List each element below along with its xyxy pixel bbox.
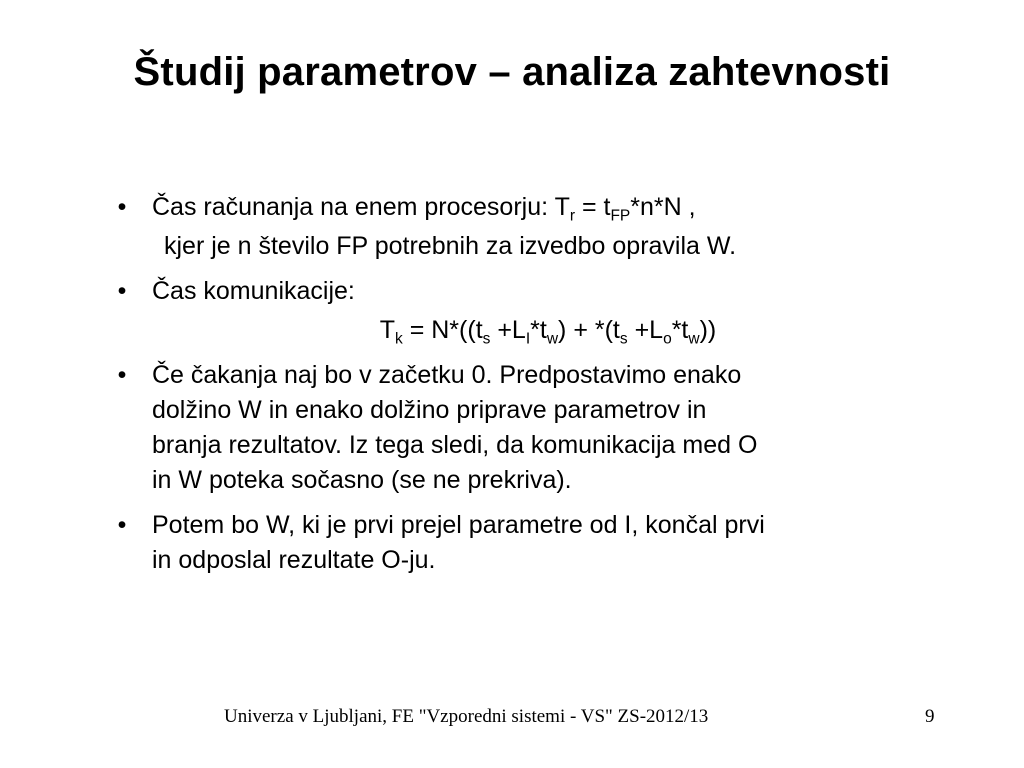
formula-subscript: s xyxy=(482,330,491,348)
formula-part: ) + *(t xyxy=(558,316,620,344)
bullet-item xyxy=(112,358,942,498)
bullet-line: Potem bo W, ki je prvi prejel parametre od I, končal prvi xyxy=(152,511,765,539)
formula-part: +L xyxy=(490,316,526,344)
formula-part: )) xyxy=(699,316,717,344)
formula-part: +L xyxy=(627,316,664,344)
bullet-icon: • xyxy=(117,511,127,539)
formula-part: T xyxy=(554,193,570,221)
bullet-line: Če čakanja naj bo v začetku 0. Predpostavimo enako xyxy=(152,361,742,389)
footer-text: Univerza v Ljubljani, FE "Vzporedni sistemi - VS" ZS-2012/13 xyxy=(224,706,709,727)
formula-subscript: FP xyxy=(610,207,631,225)
bullet-item xyxy=(112,508,942,578)
formula-part: *n*N , xyxy=(630,193,696,221)
formula-computation-time xyxy=(554,193,696,225)
bullet-continuation: kjer je n število FP potrebnih za izvedbo opravila W. xyxy=(164,232,737,260)
formula-subscript: w xyxy=(688,330,700,348)
bullet-item xyxy=(112,190,942,225)
bullet-line: dolžino W in enako dolžino priprave parametrov in xyxy=(152,396,707,424)
formula-part: *t xyxy=(530,316,547,344)
bullet-icon: • xyxy=(117,193,127,221)
formula-subscript: k xyxy=(395,330,403,348)
formula-communication-time xyxy=(112,313,942,348)
slide-title: Študij parametrov – analiza zahtevnosti xyxy=(133,50,891,94)
bullet-line: in W poteka sočasno (se ne prekriva). xyxy=(152,466,572,494)
bullet-text: Čas komunikacije: xyxy=(152,277,355,305)
formula-subscript: o xyxy=(663,330,672,348)
bullet-line: in odposlal rezultate O-ju. xyxy=(152,546,436,574)
formula-subscript: w xyxy=(546,330,559,348)
page-number: 9 xyxy=(925,706,935,727)
bullet-icon: • xyxy=(117,277,127,305)
bullet-text: Čas računanja na enem procesorju: xyxy=(152,193,555,221)
bullet-icon: • xyxy=(117,361,127,389)
formula-subscript: s xyxy=(619,330,628,348)
bullet-line: branja rezultatov. Iz tega sledi, da komunikacija med O xyxy=(152,431,758,459)
formula-subscript: r xyxy=(569,207,576,225)
formula-part: *t xyxy=(671,316,689,344)
bullet-item xyxy=(112,274,942,309)
bullet-list xyxy=(112,190,942,578)
formula-subscript: I xyxy=(525,330,531,348)
formula-part: T xyxy=(379,316,396,344)
formula-part: = N*((t xyxy=(402,316,483,344)
formula-part: = t xyxy=(575,193,611,221)
